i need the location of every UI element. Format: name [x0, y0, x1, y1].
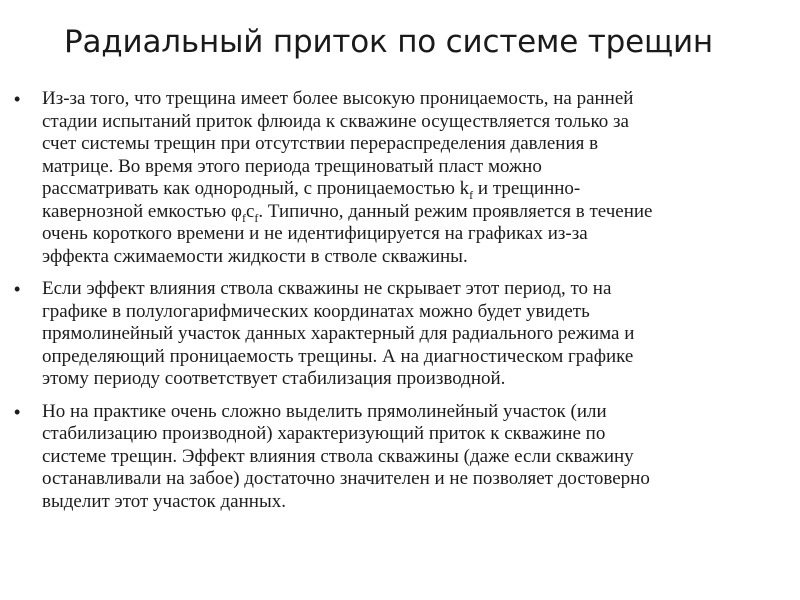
bullet-2-line-2: графике в полулогарифмических координатах можно будет увидеть — [42, 300, 590, 322]
bullet-1-line-2: стадии испытаний приток флюида к скважине осуществляется только за — [42, 110, 629, 132]
bullet-2-line-3: прямолинейный участок данных характерный для радиального режима и — [42, 323, 635, 344]
bullet-3-line-1: Но на практике очень сложно выделить прямолинейный участок (или — [42, 400, 607, 422]
bullet-2-line-4: определяющий проницаемость трещины. А на диагностическом графике — [42, 345, 634, 367]
storativity-text: кавернозной емкостью φ — [42, 200, 242, 222]
bullet-1-line-1: Из-за того, что трещина имеет более высокую проницаемость, на ранней — [42, 88, 634, 109]
bullet-3-line-2: стабилизацию производной) характеризующий приток к скважине по — [42, 423, 606, 444]
phi-subscript: f — [241, 210, 246, 225]
c-subscript: f — [254, 210, 259, 225]
bullet-item-3 — [14, 401, 784, 514]
bullet-1-line-5 — [42, 178, 784, 201]
permeability-text-tail: и трещинно- — [473, 178, 581, 199]
bullet-3-line-5: выделит этот участок данных. — [42, 490, 286, 512]
bullet-1-line-7: очень короткого времени и не идентифицируется на графиках из-за — [42, 223, 588, 244]
bullet-1-line-8: эффекта сжимаемости жидкости в стволе скважины. — [42, 245, 468, 267]
bullet-3-line-4: останавливали на забое) достаточно значителен и не позволяет достоверно — [42, 468, 650, 489]
bullet-icon: • — [14, 89, 21, 109]
bullet-1-line-6 — [42, 201, 784, 224]
bullet-2-line-1: Если эффект влияния ствола скважины не скрывает этот период, то на — [42, 278, 612, 299]
bullet-list — [14, 88, 784, 523]
bullet-item-1 — [14, 88, 784, 268]
bullet-icon: • — [14, 279, 21, 299]
bullet-icon: • — [14, 401, 21, 422]
bullet-item-2 — [14, 278, 784, 391]
bullet-2-line-5: этому периоду соответствует стабилизация производной. — [42, 368, 506, 389]
fracture-subscript: f — [469, 187, 474, 202]
compressibility-symbol: c — [245, 200, 255, 222]
storativity-text-tail: . Типично, данный режим проявляется в течение — [258, 200, 653, 222]
bullet-1-line-4: матрице. Во время этого периода трещиноватый пласт можно — [42, 155, 542, 177]
bullet-3-line-3: системе трещин. Эффект влияния ствола скважины (даже если скважину — [42, 445, 634, 467]
slide-title: Радиальный приток по системе трещин — [64, 24, 713, 60]
permeability-text: рассматривать как однородный, с проницаемостью k — [42, 178, 470, 199]
bullet-1-line-3: счет системы трещин при отсутствии перераспределения давления в — [42, 133, 599, 154]
